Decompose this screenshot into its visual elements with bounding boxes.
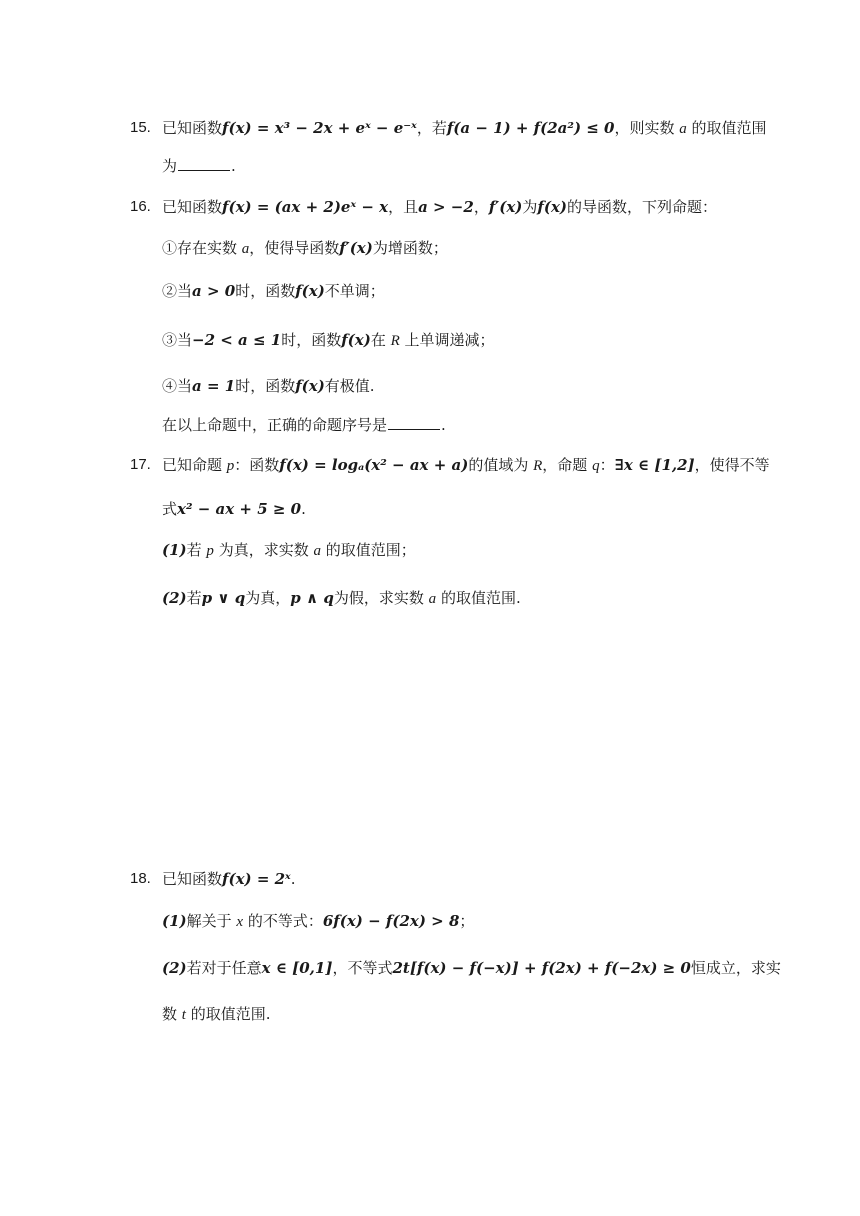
question-text: .: [290, 870, 296, 888]
question-text: ，使得导函数: [249, 239, 340, 257]
math-variable: t: [181, 1007, 186, 1023]
question-text: 的取值范围: [686, 119, 767, 137]
question-text: 为真，求实数: [213, 541, 314, 559]
question-text: 已知函数: [162, 198, 223, 216]
question-text: 恒成立，求实: [690, 959, 781, 977]
question-text: ，使得不等: [694, 456, 770, 474]
math-expression: f′(x): [488, 198, 523, 216]
question-text: 若: [186, 589, 202, 607]
math-expression: a > −2: [418, 198, 474, 216]
question-text: 不单调；: [324, 282, 385, 300]
math-expression: −2 < a ≤ 1: [192, 331, 282, 349]
question-text: ，且: [388, 198, 419, 216]
question-text: 的导函数，下列命题：: [567, 198, 718, 216]
question-text: 在以上命题中，正确的命题序号是: [162, 416, 388, 434]
question-text: ，则实数: [614, 119, 680, 137]
question-text: 已知命题: [162, 456, 227, 474]
question-line: [162, 1004, 271, 1025]
math-expression: f(x): [537, 198, 567, 216]
math-expression: f(x) = x³ − 2x + eˣ − e⁻ˣ: [222, 119, 417, 137]
math-variable: R: [533, 458, 543, 474]
math-expression: f′(x): [339, 239, 373, 257]
math-variable: x: [236, 914, 244, 930]
question-number: 15.: [130, 119, 151, 136]
question-line: [162, 869, 295, 889]
question-line: [162, 540, 416, 561]
question-line: [162, 330, 495, 351]
question-text: ；: [459, 912, 475, 930]
math-variable: a: [679, 121, 687, 137]
question-text: 数: [162, 1005, 182, 1023]
question-text: ，不等式: [332, 959, 393, 977]
math-expression: x² − ax + 5 ≥ 0: [177, 500, 302, 518]
math-variable: a: [313, 543, 321, 559]
math-expression: f(x) = (ax + 2)eˣ − x: [222, 198, 389, 216]
question-text: ③当: [162, 331, 193, 349]
question-number: 17.: [130, 456, 151, 473]
math-variable: R: [390, 333, 400, 349]
question-text: 已知函数: [162, 119, 223, 137]
question-text: 时，函数: [235, 282, 296, 300]
question-text: ：函数: [234, 456, 280, 474]
question-text: .: [301, 500, 306, 518]
math-expression: a > 0: [192, 282, 236, 300]
question-text: 若对于任意: [186, 959, 262, 977]
math-expression: (1): [162, 541, 187, 559]
question-text: 式: [162, 500, 178, 518]
math-variable: q: [592, 458, 600, 474]
question-text: ，若: [416, 119, 447, 137]
math-expression: p ∧ q: [290, 589, 334, 607]
question-text: 的取值范围.: [185, 1005, 271, 1023]
question-line: [162, 238, 448, 259]
question-text: 为假，求实数: [333, 589, 429, 607]
math-expression: p ∨ q: [201, 589, 246, 607]
math-expression: ∃x ∈ [1,2]: [614, 456, 695, 474]
question-line: [162, 197, 717, 217]
math-expression: f(x): [295, 282, 325, 300]
question-line: [162, 415, 446, 435]
answer-blank: [388, 415, 440, 430]
math-expression: f(x) = logₐ(x² − ax + a): [279, 456, 469, 474]
math-expression: f(x) = 2ˣ: [222, 870, 291, 888]
question-text: 的取值范围.: [436, 589, 521, 607]
math-expression: 2t[f(x) − f(−x)] + f(2x) + f(−2x) ≥ 0: [392, 959, 691, 977]
math-expression: (1): [162, 912, 187, 930]
question-text: 已知函数: [162, 870, 223, 888]
question-text: .: [441, 416, 446, 434]
answer-blank: [178, 156, 230, 171]
question-text: 上单调递减；: [399, 331, 495, 349]
question-text: 解关于: [186, 912, 237, 930]
question-number: 16.: [130, 198, 151, 215]
math-variable: p: [206, 543, 214, 559]
math-variable: p: [226, 458, 235, 474]
question-text: 为: [522, 198, 538, 216]
math-expression: a = 1: [192, 377, 236, 395]
question-line: [162, 118, 767, 139]
question-text: 为: [162, 157, 178, 175]
question-text: 为真，: [245, 589, 291, 607]
question-text: ④当: [162, 377, 193, 395]
question-line: [162, 156, 236, 176]
question-text: ，命题: [542, 456, 593, 474]
question-line: [162, 455, 770, 476]
question-text: 的值域为: [468, 456, 534, 474]
question-text: 时，函数: [281, 331, 342, 349]
question-line: [162, 911, 474, 932]
question-text: ①存在实数: [162, 239, 242, 257]
question-text: 在: [370, 331, 391, 349]
math-expression: (2): [162, 959, 187, 977]
math-expression: f(x): [295, 377, 325, 395]
question-text: .: [231, 157, 236, 175]
question-text: 为增函数；: [372, 239, 448, 257]
question-text: ：: [599, 456, 615, 474]
question-line: [162, 958, 781, 978]
question-line: [162, 499, 306, 519]
question-line: [162, 376, 375, 396]
question-text: 的不等式：: [243, 912, 323, 930]
question-text: 有极值.: [324, 377, 375, 395]
math-expression: f(a − 1) + f(2a²) ≤ 0: [446, 119, 615, 137]
question-number: 18.: [130, 870, 151, 887]
question-line: [162, 588, 521, 609]
math-variable: a: [241, 241, 250, 257]
question-text: ，: [473, 198, 489, 216]
question-text: 时，函数: [235, 377, 296, 395]
math-expression: 6f(x) − f(2x) > 8: [322, 912, 460, 930]
question-text: 的取值范围；: [320, 541, 416, 559]
math-variable: a: [428, 591, 437, 607]
math-expression: x ∈ [0,1]: [261, 959, 333, 977]
math-expression: (2): [162, 589, 187, 607]
math-expression: f(x): [341, 331, 371, 349]
question-text: 若: [186, 541, 207, 559]
question-text: ②当: [162, 282, 193, 300]
question-line: [162, 281, 385, 301]
